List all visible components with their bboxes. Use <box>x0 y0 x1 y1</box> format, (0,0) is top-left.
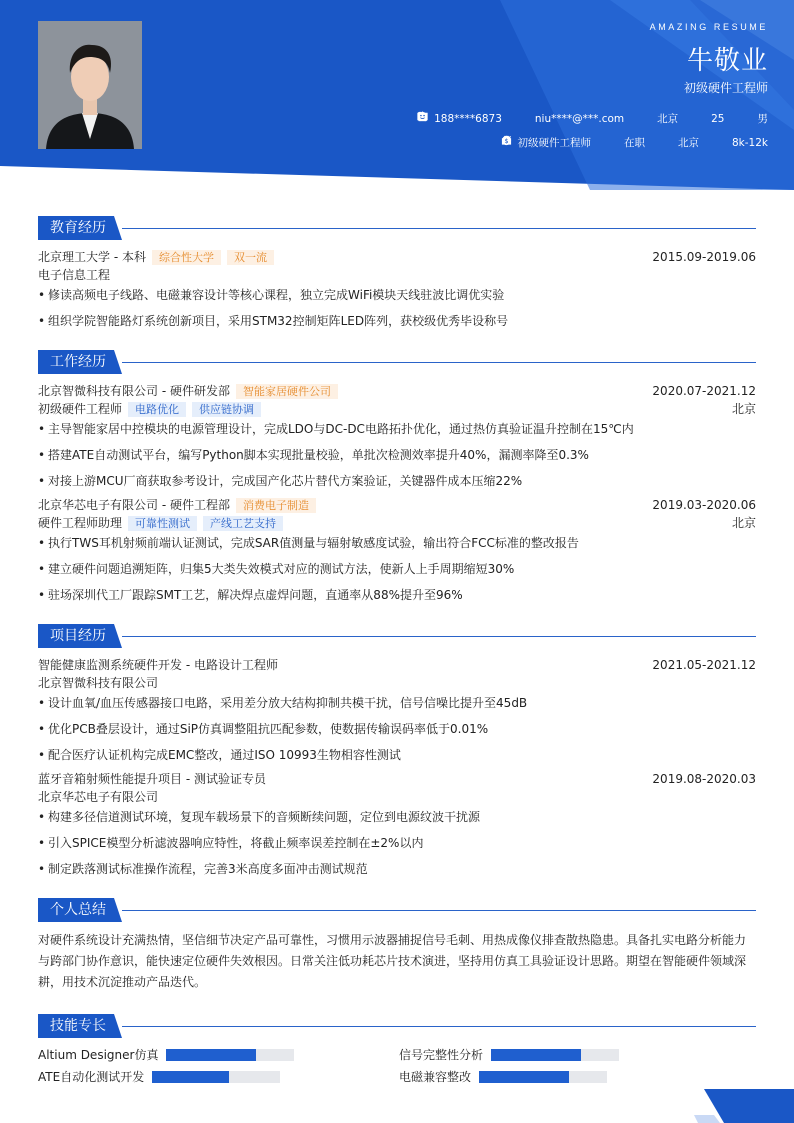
section-title: 技能专长 <box>50 1018 106 1034</box>
contact-info-row <box>417 111 768 126</box>
work-city: 北京 <box>731 516 756 530</box>
section-skills <box>38 1014 756 1038</box>
info-status: 在职 <box>607 135 645 150</box>
info-salary: $ 8k-12k <box>715 137 768 149</box>
role-name: 初级硬件工程师 <box>38 402 123 416</box>
work-role <box>38 515 756 531</box>
skill-name: 电磁兼容整改 <box>399 1070 472 1084</box>
info-email: niu****@***.com <box>518 113 624 125</box>
home-icon <box>640 113 651 124</box>
skill-bar <box>491 1049 619 1061</box>
school-tag: 双一流 <box>227 250 274 265</box>
work-role <box>38 401 756 417</box>
info-age: 25 <box>694 113 724 125</box>
list-item: • 执行TWS耳机射频前端认证测试，完成SAR值测量与辐射敏感度试验，输出符合FCC标准的整改报告 <box>38 535 756 551</box>
education-header <box>38 249 756 265</box>
svg-text:$: $ <box>503 136 509 145</box>
skill-item <box>38 1047 294 1063</box>
section-work <box>38 350 756 374</box>
candidate-name: 牛敬业 <box>686 46 768 76</box>
list-item: • 搭建ATE自动测试平台，编写Python脚本实现批量校验，单批次检测效率提升40%，漏测率降至0.3% <box>38 447 756 463</box>
skill-bar <box>166 1049 294 1061</box>
gender-icon <box>741 113 752 124</box>
education-date: 2015.09-2019.06 <box>652 250 756 264</box>
project-date: 2019.08-2020.03 <box>652 772 756 786</box>
info-city: 北京 <box>640 111 678 126</box>
skill-name: Altium Designer仿真 <box>38 1048 159 1062</box>
project-name: 蓝牙音箱射频性能提升项目 - 测试验证专员 <box>38 772 266 786</box>
cake-icon <box>694 113 705 124</box>
list-item: • 构建多径信道测试环境，复现车载场景下的音频断续问题，定位到电源纹波干扰源 <box>38 809 756 825</box>
candidate-title: 初级硬件工程师 <box>683 81 768 95</box>
company-name: 北京华芯电子有限公司 - 硬件工程部 <box>38 498 230 512</box>
section-title: 个人总结 <box>50 902 106 918</box>
work-date: 2019.03-2020.06 <box>652 498 756 512</box>
job-info-row <box>501 135 769 150</box>
list-item: • 主导智能家居中控模块的电源管理设计，完成LDO与DC-DC电路拓扑优化，通过热仿真验证温升控制在15℃内 <box>38 421 756 437</box>
company-tag: 智能家居硬件公司 <box>236 384 338 399</box>
list-item: • 驻场深圳代工厂跟踪SMT工艺，解决焊点虚焊问题，直通率从88%提升至96% <box>38 587 756 603</box>
role-tag: 产线工艺支持 <box>203 516 283 531</box>
role-tag: 可靠性测试 <box>128 516 197 531</box>
info-target-job: 初级硬件工程师 <box>501 135 592 150</box>
project-company: 北京智微科技有限公司 <box>38 676 159 690</box>
skill-name: ATE自动化测试开发 <box>38 1070 145 1084</box>
summary-text: 对硬件系统设计充满热情，坚信细节决定产品可靠性，习惯用示波器捕捉信号毛刺、用热成像仪排查散热隐患。具备扎实电路分析能力与跨部门协作意识，能快速定位硬件失效根因。日常关注低功耗芯片技术演进，坚持用仿真工具验证设计思路。期望在智能硬件领域深耕，用技术沉淀推动产品迭代。 <box>38 933 747 989</box>
school-name: 北京理工大学 - 本科 <box>38 250 146 264</box>
list-item: • 优化PCB叠层设计，通过SiP仿真调整阻抗匹配参数，使数据传输误码率低于0.01% <box>38 721 756 737</box>
skill-bar <box>152 1071 280 1083</box>
company-name: 北京智微科技有限公司 - 硬件研发部 <box>38 384 230 398</box>
list-item: • 配合医疗认证机构完成EMC整改，通过ISO 10993生物相容性测试 <box>38 747 756 763</box>
school-tag: 综合性大学 <box>152 250 221 265</box>
info-gender: 男 <box>741 111 769 126</box>
role-tag: 电路优化 <box>128 402 186 417</box>
project-company: 北京华芯电子有限公司 <box>38 790 159 804</box>
role-tag: 供应链协调 <box>192 402 261 417</box>
mail-icon <box>518 113 529 124</box>
project-header <box>38 657 756 673</box>
avatar <box>38 21 142 149</box>
skill-item <box>399 1047 619 1063</box>
list-item: • 引入SPICE模型分析滤波器响应特性，将截止频率误差控制在±2%以内 <box>38 835 756 851</box>
skill-bar <box>479 1071 607 1083</box>
info-phone: 188****6873 <box>417 113 502 125</box>
list-item: • 修读高频电子线路、电磁兼容设计等核心课程，独立完成WiFi模块天线驻波比调优实验 <box>38 287 756 303</box>
education-major: 电子信息工程 <box>38 268 111 282</box>
info-location: 北京 <box>661 135 699 150</box>
work-city: 北京 <box>731 402 756 416</box>
project-date: 2021.05-2021.12 <box>652 658 756 672</box>
list-item: • 组织学院智能路灯系统创新项目，采用STM32控制矩阵LED阵列，获校级优秀毕设称号 <box>38 313 756 329</box>
list-item: • 设计血氧/血压传感器接口电路，采用差分放大结构抑制共模干扰，信号信噪比提升至45dB <box>38 695 756 711</box>
list-item: • 建立硬件问题追溯矩阵，归集5大类失效模式对应的测试方法，使新人上手周期缩短30% <box>38 561 756 577</box>
brand-text: AMAZING RESUME <box>649 22 768 32</box>
company-tag: 消费电子制造 <box>236 498 316 513</box>
project-header <box>38 771 756 787</box>
work-header <box>38 497 756 513</box>
list-item: • 对接上游MCU厂商获取参考设计，完成国产化芯片替代方案验证，关键器件成本压缩22% <box>38 473 756 489</box>
section-title: 教育经历 <box>50 220 106 236</box>
skill-item <box>399 1069 607 1085</box>
work-date: 2020.07-2021.12 <box>652 384 756 398</box>
project-name: 智能健康监测系统硬件开发 - 电路设计工程师 <box>38 658 278 672</box>
section-title: 项目经历 <box>50 628 106 644</box>
work-header <box>38 383 756 399</box>
section-education <box>38 216 756 240</box>
skill-item <box>38 1069 280 1085</box>
briefcase-icon <box>607 137 618 148</box>
skill-name: 信号完整性分析 <box>399 1048 484 1062</box>
list-item: • 制定跌落测试标准操作流程，完善3米高度多面冲击测试规范 <box>38 861 756 877</box>
location-icon <box>661 137 672 148</box>
header-banner <box>0 0 794 200</box>
footer-decoration <box>680 1085 794 1123</box>
role-name: 硬件工程师助理 <box>38 516 123 530</box>
section-projects <box>38 624 756 648</box>
section-title: 工作经历 <box>50 354 106 370</box>
section-summary <box>38 898 756 922</box>
